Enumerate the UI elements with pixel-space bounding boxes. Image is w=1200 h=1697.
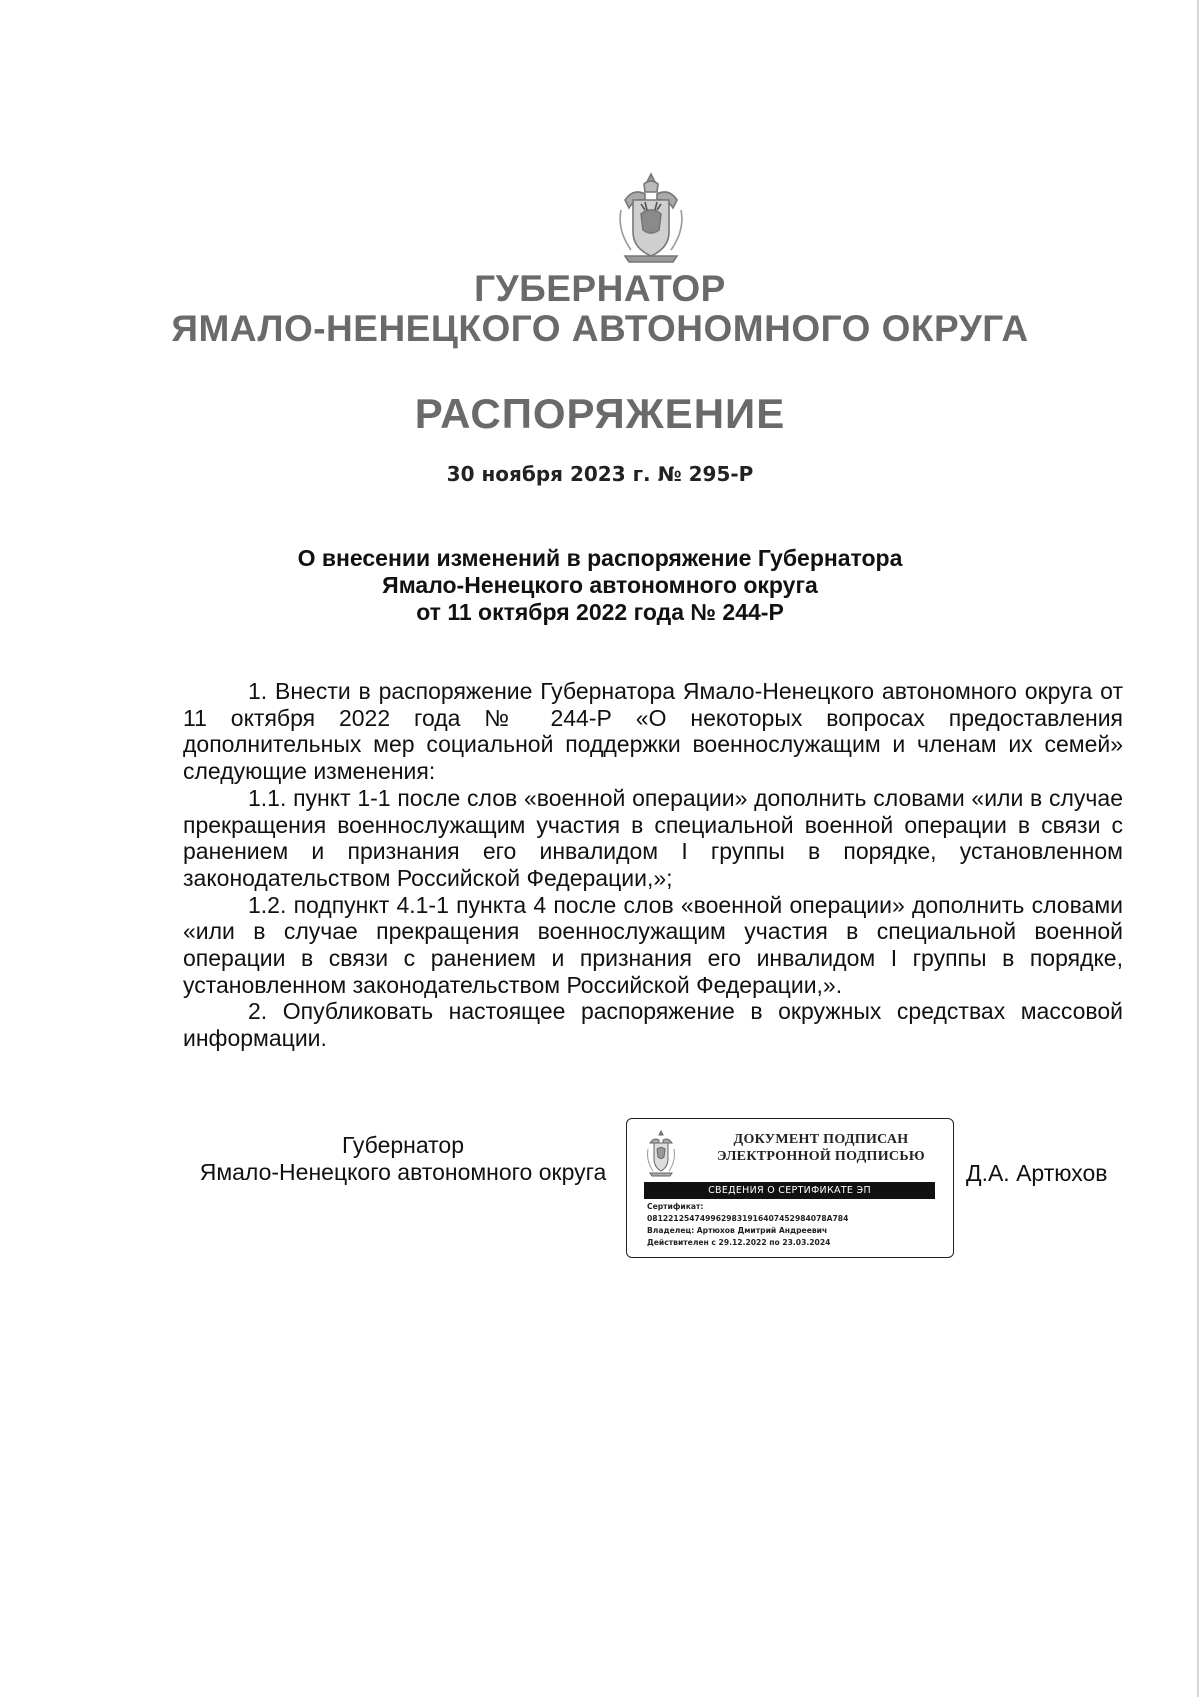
signatory-name: Д.А. Артюхов: [966, 1160, 1108, 1186]
page-edge: [1197, 0, 1199, 1697]
subject-line: О внесении изменений в распоряжение Губернатора: [297, 545, 903, 571]
stamp-owner: Владелец: Артюхов Дмитрий Андреевич: [647, 1226, 828, 1235]
stamp-title: ДОКУМЕНТ ПОДПИСАН: [733, 1132, 909, 1147]
issuer-region: ЯМАЛО-НЕНЕЦКОГО АВТОНОМНОГО ОКРУГА: [171, 308, 1029, 349]
document-body: [183, 678, 1123, 1052]
stamp-cert-value: 0812212547499629831916407452984078A784: [647, 1214, 849, 1223]
signatory-title: [183, 1132, 623, 1186]
date-number: 30 ноября 2023 г. № 295-Р: [446, 462, 754, 486]
body-paragraph: 2. Опубликовать настоящее распоряжение в окружных средствах массовой информации.: [183, 998, 1123, 1052]
stamp-validity: Действителен с 29.12.2022 по 23.03.2024: [647, 1238, 831, 1247]
signatory-title-line: Ямало-Ненецкого автономного округа: [199, 1159, 607, 1185]
stamp-title: ЭЛЕКТРОННОЙ ПОДПИСЬЮ: [717, 1149, 925, 1164]
issuer-title: ГУБЕРНАТОР: [474, 268, 726, 309]
document-subject: [0, 545, 1200, 626]
body-paragraph: 1.1. пункт 1-1 после слов «военной операции» дополнить словами «или в случае прекращения военнослужащим участия в специальной военной операции в связи с ранением и признания его инвалидом I группы в порядке, установленном законодательством Российской Федерации,»;: [183, 784, 1123, 891]
signatory-title-line: Губернатор: [341, 1132, 465, 1158]
subject-line: Ямало-Ненецкого автономного округа: [382, 572, 818, 598]
coat-of-arms-icon: [644, 1129, 678, 1177]
stamp-certificate-header: СВЕДЕНИЯ О СЕРТИФИКАТЕ ЭП: [644, 1182, 935, 1199]
body-paragraph: 1.2. подпункт 4.1-1 пункта 4 после слов «военной операции» дополнить словами «или в случае прекращения военнослужащим участия в специальной военной операции в связи с ранением и признания его инвалидом I группы в порядке, установленном законодательством Российской Федерации,».: [183, 891, 1123, 998]
coat-of-arms-icon: [611, 170, 691, 266]
subject-line: от 11 октября 2022 года № 244-Р: [416, 599, 784, 625]
stamp-cert-label: Сертификат:: [647, 1202, 704, 1211]
body-paragraph: 1. Внести в распоряжение Губернатора Ямало-Ненецкого автономного округа от 11 октября 2022 года № 244-Р «О некоторых вопросах предоставления дополнительных мер социальной поддержки военнослужащим и членам их семей» следующие изменения:: [183, 678, 1123, 785]
document-type: РАСПОРЯЖЕНИЕ: [414, 390, 786, 437]
electronic-signature-stamp: [626, 1118, 954, 1258]
